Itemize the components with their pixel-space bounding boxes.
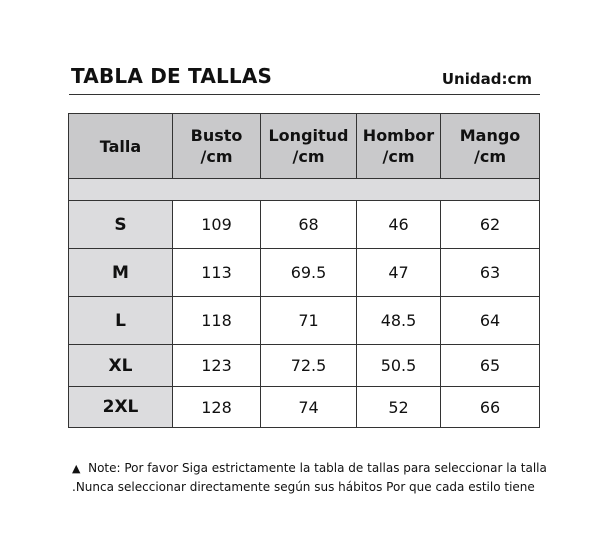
size-chart-table <box>68 113 540 428</box>
size-cell: L <box>69 297 173 345</box>
shoulder-cell: 46 <box>357 201 441 249</box>
spacer-cell <box>69 179 540 201</box>
column-header-label: Hombor <box>362 126 435 145</box>
column-header-shoulder <box>357 114 441 179</box>
sleeve-cell: 63 <box>441 249 540 297</box>
column-header-unit: /cm <box>382 147 415 166</box>
shoulder-cell: 47 <box>357 249 441 297</box>
page-title: TABLA DE TALLAS <box>71 64 273 88</box>
shoulder-cell: 50.5 <box>357 345 441 387</box>
size-cell: M <box>69 249 173 297</box>
column-header-label: Talla <box>99 136 142 156</box>
spacer-row <box>69 179 540 201</box>
column-header-size <box>69 114 173 179</box>
length-cell: 72.5 <box>261 345 357 387</box>
size-note <box>72 459 547 497</box>
sleeve-cell: 66 <box>441 387 540 428</box>
column-header-label: Busto <box>190 126 243 145</box>
title-divider <box>69 94 540 95</box>
bust-cell: 128 <box>173 387 261 428</box>
sleeve-cell: 62 <box>441 201 540 249</box>
bust-cell: 113 <box>173 249 261 297</box>
note-line-1 <box>72 459 547 478</box>
column-header-unit: /cm <box>292 147 325 166</box>
length-cell: 74 <box>261 387 357 428</box>
table-row <box>69 297 540 345</box>
shoulder-cell: 48.5 <box>357 297 441 345</box>
column-header-unit: /cm <box>474 147 506 166</box>
column-header-length <box>261 114 357 179</box>
sleeve-cell: 64 <box>441 297 540 345</box>
bust-cell: 109 <box>173 201 261 249</box>
table-row <box>69 345 540 387</box>
bust-cell: 118 <box>173 297 261 345</box>
column-header-unit: /cm <box>200 147 233 166</box>
length-cell: 69.5 <box>261 249 357 297</box>
column-header-sleeve <box>441 114 540 179</box>
bust-cell: 123 <box>173 345 261 387</box>
table-row <box>69 249 540 297</box>
note-line-2: .Nunca seleccionar directamente según sus hábitos Por que cada estilo tiene <box>72 480 535 494</box>
size-cell: 2XL <box>69 387 173 428</box>
note-text-1: Note: Por favor Siga estrictamente la tabla de tallas para seleccionar la talla <box>88 461 547 475</box>
size-cell: XL <box>69 345 173 387</box>
warning-triangle-icon: ▲ <box>72 462 81 475</box>
unit-label: Unidad:cm <box>441 70 532 88</box>
table-header-row <box>69 114 540 179</box>
sleeve-cell: 65 <box>441 345 540 387</box>
column-header-label: Longitud <box>268 126 349 145</box>
shoulder-cell: 52 <box>357 387 441 428</box>
table-row <box>69 387 540 428</box>
length-cell: 71 <box>261 297 357 345</box>
table-row <box>69 201 540 249</box>
length-cell: 68 <box>261 201 357 249</box>
column-header-bust <box>173 114 261 179</box>
size-cell: S <box>69 201 173 249</box>
column-header-label: Mango <box>459 126 521 145</box>
